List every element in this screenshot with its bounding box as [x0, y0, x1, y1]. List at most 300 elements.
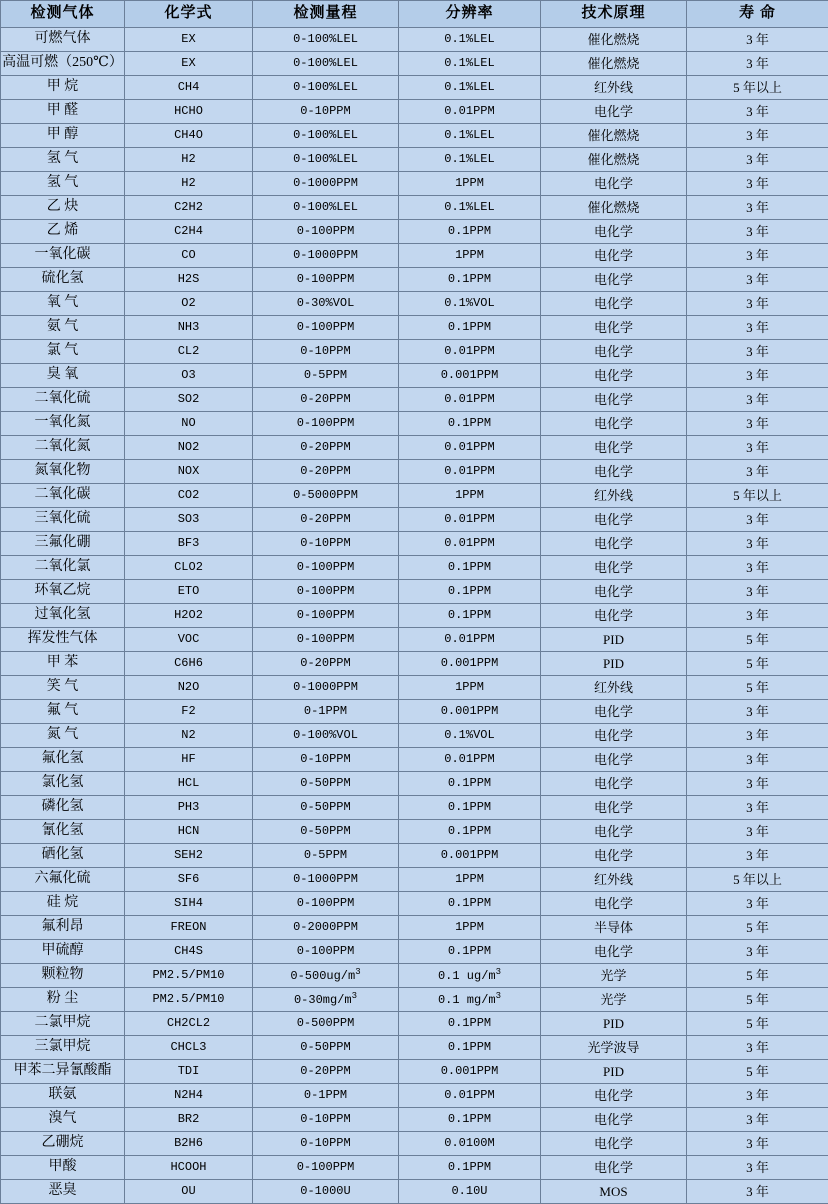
cell-life: 3 年 [687, 52, 828, 76]
table-row [1, 556, 828, 580]
cell-principle: 半导体 [541, 916, 687, 940]
cell-formula: PH3 [125, 796, 253, 820]
cell-principle: 电化学 [541, 460, 687, 484]
cell-resolution: 0.01PPM [399, 340, 541, 364]
cell-principle: 电化学 [541, 508, 687, 532]
cell-life: 3 年 [687, 796, 828, 820]
cell-resolution: 0.1PPM [399, 1156, 541, 1180]
cell-life: 3 年 [687, 172, 828, 196]
cell-gas-name: 一氧化氮 [1, 412, 125, 436]
cell-formula: SO3 [125, 508, 253, 532]
cell-life: 3 年 [687, 508, 828, 532]
cell-resolution: 0.01PPM [399, 100, 541, 124]
cell-formula: NO2 [125, 436, 253, 460]
cell-life: 3 年 [687, 700, 828, 724]
cell-range: 0-100%LEL [253, 148, 399, 172]
cell-range: 0-10PPM [253, 340, 399, 364]
table-row [1, 988, 828, 1012]
cell-formula: PM2.5/PM10 [125, 964, 253, 988]
table-row [1, 196, 828, 220]
cell-range: 0-5PPM [253, 364, 399, 388]
cell-range: 0-100PPM [253, 556, 399, 580]
table-row [1, 868, 828, 892]
cell-life: 3 年 [687, 124, 828, 148]
table-row [1, 820, 828, 844]
cell-formula: NO [125, 412, 253, 436]
cell-resolution: 0.01PPM [399, 436, 541, 460]
cell-life: 3 年 [687, 748, 828, 772]
cell-principle: 电化学 [541, 340, 687, 364]
table-row [1, 796, 828, 820]
cell-principle: 红外线 [541, 868, 687, 892]
cell-range: 0-2000PPM [253, 916, 399, 940]
cell-range: 0-20PPM [253, 388, 399, 412]
column-header-formula: 化学式 [125, 1, 253, 28]
cell-resolution: 0.1PPM [399, 316, 541, 340]
cell-life: 3 年 [687, 292, 828, 316]
cell-principle: PID [541, 652, 687, 676]
cell-principle: 红外线 [541, 484, 687, 508]
cell-principle: 电化学 [541, 700, 687, 724]
cell-gas-name: 氟 气 [1, 700, 125, 724]
cell-gas-name: 挥发性气体 [1, 628, 125, 652]
cell-range: 0-100PPM [253, 268, 399, 292]
cell-life: 3 年 [687, 724, 828, 748]
cell-resolution: 0.1%LEL [399, 196, 541, 220]
table-row [1, 508, 828, 532]
cell-formula: EX [125, 28, 253, 52]
cell-gas-name: 环氧乙烷 [1, 580, 125, 604]
table-row [1, 388, 828, 412]
cell-life: 3 年 [687, 892, 828, 916]
cell-formula: VOC [125, 628, 253, 652]
cell-gas-name: 甲 醇 [1, 124, 125, 148]
cell-principle: 电化学 [541, 316, 687, 340]
cell-principle: 电化学 [541, 292, 687, 316]
cell-resolution: 0.001PPM [399, 1060, 541, 1084]
cell-principle: PID [541, 628, 687, 652]
cell-formula: CH4S [125, 940, 253, 964]
cell-gas-name: 甲 烷 [1, 76, 125, 100]
cell-resolution: 0.1%VOL [399, 292, 541, 316]
cell-principle: 电化学 [541, 220, 687, 244]
table-row [1, 748, 828, 772]
cell-principle: 电化学 [541, 364, 687, 388]
cell-range: 0-1000U [253, 1180, 399, 1204]
cell-resolution: 0.01PPM [399, 460, 541, 484]
cell-range: 0-100PPM [253, 1156, 399, 1180]
cell-gas-name: 笑 气 [1, 676, 125, 700]
cell-principle: 电化学 [541, 604, 687, 628]
table-row [1, 412, 828, 436]
cell-life: 3 年 [687, 196, 828, 220]
cell-range: 0-1000PPM [253, 868, 399, 892]
cell-principle: 电化学 [541, 940, 687, 964]
cell-principle: 电化学 [541, 1108, 687, 1132]
cell-range: 0-100PPM [253, 580, 399, 604]
cell-resolution: 0.001PPM [399, 364, 541, 388]
cell-range: 0-50PPM [253, 820, 399, 844]
cell-principle: 电化学 [541, 412, 687, 436]
cell-range: 0-100PPM [253, 628, 399, 652]
cell-range: 0-20PPM [253, 1060, 399, 1084]
table-row [1, 1108, 828, 1132]
cell-gas-name: 二氧化氯 [1, 556, 125, 580]
cell-resolution: 0.1PPM [399, 772, 541, 796]
cell-principle: 红外线 [541, 76, 687, 100]
cell-life: 3 年 [687, 460, 828, 484]
cell-gas-name: 可燃气体 [1, 28, 125, 52]
table-row [1, 1036, 828, 1060]
cell-resolution: 0.1PPM [399, 556, 541, 580]
cell-life: 3 年 [687, 412, 828, 436]
cell-principle: MOS [541, 1180, 687, 1204]
cell-resolution: 0.01PPM [399, 508, 541, 532]
cell-range: 0-20PPM [253, 508, 399, 532]
table-row [1, 316, 828, 340]
cell-formula: SO2 [125, 388, 253, 412]
cell-gas-name: 乙 炔 [1, 196, 125, 220]
cell-formula: O2 [125, 292, 253, 316]
table-header-row [1, 1, 828, 28]
table-row [1, 1132, 828, 1156]
cell-life: 5 年 [687, 988, 828, 1012]
cell-formula: H2O2 [125, 604, 253, 628]
cell-life: 5 年 [687, 676, 828, 700]
table-row [1, 28, 828, 52]
table-row [1, 1156, 828, 1180]
table-row [1, 292, 828, 316]
cell-life: 3 年 [687, 604, 828, 628]
column-header-principle: 技术原理 [541, 1, 687, 28]
cell-formula: F2 [125, 700, 253, 724]
cell-formula: C6H6 [125, 652, 253, 676]
cell-resolution: 0.1PPM [399, 892, 541, 916]
table-row [1, 532, 828, 556]
cell-gas-name: 甲 醛 [1, 100, 125, 124]
cell-resolution: 1PPM [399, 868, 541, 892]
cell-gas-name: 颗粒物 [1, 964, 125, 988]
cell-range: 0-20PPM [253, 460, 399, 484]
cell-range: 0-1PPM [253, 700, 399, 724]
cell-gas-name: 氮 气 [1, 724, 125, 748]
cell-formula: C2H2 [125, 196, 253, 220]
table-row [1, 940, 828, 964]
cell-formula: ETO [125, 580, 253, 604]
cell-gas-name: 氧 气 [1, 292, 125, 316]
cell-formula: O3 [125, 364, 253, 388]
cell-principle: 电化学 [541, 268, 687, 292]
cell-gas-name: 甲酸 [1, 1156, 125, 1180]
cell-principle: 电化学 [541, 844, 687, 868]
cell-gas-name: 二氧化碳 [1, 484, 125, 508]
cell-formula: CO2 [125, 484, 253, 508]
cell-gas-name: 氨 气 [1, 316, 125, 340]
cell-life: 3 年 [687, 844, 828, 868]
cell-life: 3 年 [687, 1132, 828, 1156]
cell-life: 3 年 [687, 364, 828, 388]
cell-gas-name: 硅 烷 [1, 892, 125, 916]
cell-life: 5 年 [687, 1012, 828, 1036]
cell-range: 0-500PPM [253, 1012, 399, 1036]
cell-principle: 电化学 [541, 532, 687, 556]
cell-life: 3 年 [687, 940, 828, 964]
cell-resolution: 0.1%LEL [399, 124, 541, 148]
cell-formula: EX [125, 52, 253, 76]
table-row [1, 628, 828, 652]
cell-resolution: 0.10U [399, 1180, 541, 1204]
cell-life: 3 年 [687, 772, 828, 796]
cell-resolution: 0.1 $ug/m^3$ [399, 964, 541, 988]
cell-gas-name: 二氧化硫 [1, 388, 125, 412]
cell-range: 0-50PPM [253, 796, 399, 820]
cell-range: 0-100%LEL [253, 124, 399, 148]
cell-range: 0-100PPM [253, 604, 399, 628]
cell-resolution: 0.0100M [399, 1132, 541, 1156]
cell-life: 3 年 [687, 436, 828, 460]
table-row [1, 844, 828, 868]
cell-formula: HCN [125, 820, 253, 844]
cell-principle: 电化学 [541, 436, 687, 460]
cell-range: 0-100PPM [253, 892, 399, 916]
table-row [1, 460, 828, 484]
cell-formula: BR2 [125, 1108, 253, 1132]
cell-formula: NOX [125, 460, 253, 484]
cell-life: 3 年 [687, 820, 828, 844]
cell-formula: HF [125, 748, 253, 772]
cell-principle: 光学 [541, 988, 687, 1012]
cell-formula: C2H4 [125, 220, 253, 244]
cell-range: 0-1000PPM [253, 172, 399, 196]
cell-gas-name: 氟化氢 [1, 748, 125, 772]
table-row [1, 1060, 828, 1084]
cell-range: 0-100%LEL [253, 52, 399, 76]
cell-gas-name: 一氧化碳 [1, 244, 125, 268]
cell-gas-name: 氰化氢 [1, 820, 125, 844]
cell-range: $0-500ug/m^3$ [253, 964, 399, 988]
table-row [1, 700, 828, 724]
cell-life: 3 年 [687, 148, 828, 172]
table-row [1, 220, 828, 244]
cell-resolution: 0.1PPM [399, 268, 541, 292]
cell-principle: 电化学 [541, 1084, 687, 1108]
cell-life: 5 年以上 [687, 76, 828, 100]
cell-formula: SEH2 [125, 844, 253, 868]
cell-formula: FREON [125, 916, 253, 940]
column-header-gas: 检测气体 [1, 1, 125, 28]
cell-principle: 电化学 [541, 724, 687, 748]
cell-life: 5 年以上 [687, 484, 828, 508]
cell-formula: H2 [125, 172, 253, 196]
cell-formula: HCL [125, 772, 253, 796]
cell-range: 0-100PPM [253, 220, 399, 244]
cell-formula: HCHO [125, 100, 253, 124]
cell-gas-name: 甲 苯 [1, 652, 125, 676]
cell-formula: BF3 [125, 532, 253, 556]
table-row [1, 244, 828, 268]
table-row [1, 580, 828, 604]
column-header-life: 寿 命 [687, 1, 828, 28]
cell-gas-name: 联氨 [1, 1084, 125, 1108]
cell-range: 0-10PPM [253, 1132, 399, 1156]
cell-gas-name: 二氧化氮 [1, 436, 125, 460]
table-row [1, 1180, 828, 1204]
cell-life: 5 年以上 [687, 868, 828, 892]
cell-formula: N2H4 [125, 1084, 253, 1108]
cell-gas-name: 氯 气 [1, 340, 125, 364]
cell-gas-name: 氢 气 [1, 148, 125, 172]
cell-range: 0-20PPM [253, 436, 399, 460]
cell-life: 3 年 [687, 1084, 828, 1108]
cell-gas-name: 六氟化硫 [1, 868, 125, 892]
cell-resolution: 0.1PPM [399, 580, 541, 604]
table-row [1, 964, 828, 988]
cell-resolution: 0.001PPM [399, 700, 541, 724]
cell-formula: PM2.5/PM10 [125, 988, 253, 1012]
cell-gas-name: 磷化氢 [1, 796, 125, 820]
table-row [1, 436, 828, 460]
cell-resolution: 0.1%VOL [399, 724, 541, 748]
cell-life: 3 年 [687, 316, 828, 340]
cell-life: 3 年 [687, 1156, 828, 1180]
table-row [1, 772, 828, 796]
cell-principle: 红外线 [541, 676, 687, 700]
table-row [1, 724, 828, 748]
cell-life: 3 年 [687, 1180, 828, 1204]
cell-resolution: 0.1PPM [399, 220, 541, 244]
cell-range: 0-10PPM [253, 100, 399, 124]
table-row [1, 1012, 828, 1036]
cell-resolution: 0.1PPM [399, 1108, 541, 1132]
cell-gas-name: 恶臭 [1, 1180, 125, 1204]
cell-resolution: 0.001PPM [399, 652, 541, 676]
cell-life: 3 年 [687, 388, 828, 412]
cell-life: 5 年 [687, 916, 828, 940]
cell-formula: SIH4 [125, 892, 253, 916]
cell-range: $0-30mg/m^3$ [253, 988, 399, 1012]
cell-resolution: 0.01PPM [399, 388, 541, 412]
cell-resolution: 0.1%LEL [399, 148, 541, 172]
cell-range: 0-10PPM [253, 748, 399, 772]
cell-formula: N2 [125, 724, 253, 748]
cell-resolution: 0.1PPM [399, 940, 541, 964]
cell-life: 3 年 [687, 100, 828, 124]
cell-life: 5 年 [687, 628, 828, 652]
cell-gas-name: 硒化氢 [1, 844, 125, 868]
cell-principle: 电化学 [541, 556, 687, 580]
cell-range: 0-50PPM [253, 772, 399, 796]
table-row [1, 676, 828, 700]
cell-formula: N2O [125, 676, 253, 700]
cell-formula: NH3 [125, 316, 253, 340]
cell-gas-name: 三氯甲烷 [1, 1036, 125, 1060]
cell-resolution: 0.1 $mg/m^3$ [399, 988, 541, 1012]
cell-gas-name: 高温可燃（250℃） [1, 52, 125, 76]
cell-range: 0-100PPM [253, 412, 399, 436]
cell-range: 0-30%VOL [253, 292, 399, 316]
cell-principle: PID [541, 1060, 687, 1084]
table-row [1, 76, 828, 100]
column-header-range: 检测量程 [253, 1, 399, 28]
cell-life: 3 年 [687, 268, 828, 292]
cell-gas-name: 乙硼烷 [1, 1132, 125, 1156]
cell-resolution: 0.01PPM [399, 628, 541, 652]
cell-resolution: 0.1%LEL [399, 28, 541, 52]
cell-resolution: 0.1%LEL [399, 52, 541, 76]
cell-gas-name: 硫化氢 [1, 268, 125, 292]
cell-range: 0-5000PPM [253, 484, 399, 508]
cell-gas-name: 溴气 [1, 1108, 125, 1132]
cell-range: 0-1000PPM [253, 676, 399, 700]
cell-resolution: 0.01PPM [399, 748, 541, 772]
cell-principle: 电化学 [541, 820, 687, 844]
cell-life: 3 年 [687, 556, 828, 580]
cell-resolution: 0.01PPM [399, 532, 541, 556]
cell-life: 3 年 [687, 220, 828, 244]
cell-gas-name: 过氧化氢 [1, 604, 125, 628]
cell-range: 0-10PPM [253, 532, 399, 556]
cell-resolution: 0.1%LEL [399, 76, 541, 100]
cell-resolution: 0.001PPM [399, 844, 541, 868]
cell-life: 3 年 [687, 340, 828, 364]
cell-principle: 催化燃烧 [541, 124, 687, 148]
table-row [1, 916, 828, 940]
table-row [1, 52, 828, 76]
cell-formula: OU [125, 1180, 253, 1204]
table-row [1, 604, 828, 628]
cell-life: 3 年 [687, 580, 828, 604]
cell-gas-name: 甲苯二异氰酸酯 [1, 1060, 125, 1084]
cell-principle: 电化学 [541, 1156, 687, 1180]
table-row [1, 340, 828, 364]
cell-gas-name: 粉 尘 [1, 988, 125, 1012]
cell-gas-name: 氢 气 [1, 172, 125, 196]
cell-formula: CL2 [125, 340, 253, 364]
cell-range: 0-1000PPM [253, 244, 399, 268]
cell-gas-name: 三氧化硫 [1, 508, 125, 532]
cell-gas-name: 氟利昂 [1, 916, 125, 940]
cell-range: 0-50PPM [253, 1036, 399, 1060]
table-row [1, 364, 828, 388]
cell-gas-name: 二氯甲烷 [1, 1012, 125, 1036]
column-header-resolution: 分辨率 [399, 1, 541, 28]
cell-range: 0-100PPM [253, 940, 399, 964]
cell-formula: H2 [125, 148, 253, 172]
cell-life: 5 年 [687, 652, 828, 676]
cell-life: 5 年 [687, 1060, 828, 1084]
cell-principle: 电化学 [541, 580, 687, 604]
cell-range: 0-20PPM [253, 652, 399, 676]
cell-resolution: 0.1PPM [399, 1012, 541, 1036]
cell-principle: 催化燃烧 [541, 196, 687, 220]
cell-principle: 电化学 [541, 748, 687, 772]
cell-principle: 电化学 [541, 1132, 687, 1156]
cell-formula: CH4O [125, 124, 253, 148]
cell-range: 0-10PPM [253, 1108, 399, 1132]
cell-range: 0-1PPM [253, 1084, 399, 1108]
cell-resolution: 1PPM [399, 244, 541, 268]
cell-principle: 催化燃烧 [541, 52, 687, 76]
cell-resolution: 1PPM [399, 484, 541, 508]
cell-range: 0-100%VOL [253, 724, 399, 748]
cell-principle: 光学 [541, 964, 687, 988]
cell-gas-name: 乙 烯 [1, 220, 125, 244]
cell-range: 0-100%LEL [253, 28, 399, 52]
cell-resolution: 0.1PPM [399, 604, 541, 628]
cell-life: 3 年 [687, 244, 828, 268]
table-body [1, 28, 828, 1204]
cell-principle: 电化学 [541, 892, 687, 916]
